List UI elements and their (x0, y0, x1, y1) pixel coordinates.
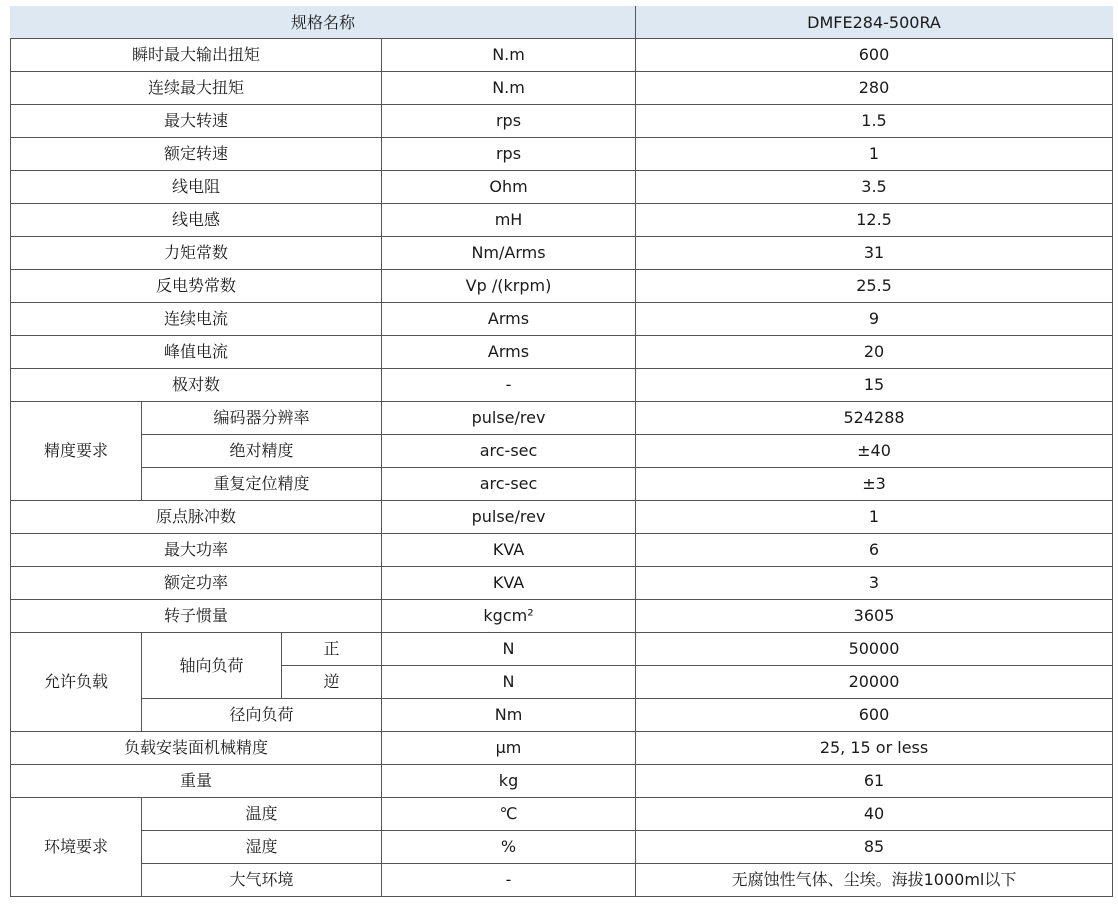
table-row (11, 138, 1113, 171)
table-row (11, 105, 1113, 138)
spec-unit: mH (382, 204, 636, 237)
spec-unit: Ohm (382, 171, 636, 204)
spec-value: 40 (636, 798, 1113, 831)
spec-unit: Vp /(krpm) (382, 270, 636, 303)
spec-value: 50000 (636, 633, 1113, 666)
spec-unit: arc-sec (382, 468, 636, 501)
spec-name: 绝对精度 (142, 435, 382, 468)
spec-name: 重复定位精度 (142, 468, 382, 501)
spec-name: 额定功率 (11, 567, 382, 600)
spec-unit: N.m (382, 39, 636, 72)
spec-unit: N (382, 633, 636, 666)
header-model: DMFE284-500RA (636, 7, 1113, 39)
spec-name: 连续电流 (11, 303, 382, 336)
table-row (11, 171, 1113, 204)
table-row (11, 237, 1113, 270)
spec-unit: % (382, 831, 636, 864)
spec-name: 线电感 (11, 204, 382, 237)
spec-name: 重量 (11, 765, 382, 798)
spec-value: 20 (636, 336, 1113, 369)
spec-name: 连续最大扭矩 (11, 72, 382, 105)
spec-name: 峰值电流 (11, 336, 382, 369)
table-row (11, 336, 1113, 369)
spec-value: 9 (636, 303, 1113, 336)
spec-value: 1 (636, 138, 1113, 171)
spec-name: 转子惯量 (11, 600, 382, 633)
load-group-label: 允许负载 (11, 633, 142, 732)
spec-unit: Arms (382, 336, 636, 369)
spec-value: 61 (636, 765, 1113, 798)
spec-unit: kgcm² (382, 600, 636, 633)
spec-unit: rps (382, 105, 636, 138)
spec-name: 极对数 (11, 369, 382, 402)
spec-value: 3605 (636, 600, 1113, 633)
spec-name: 负载安装面机械精度 (11, 732, 382, 765)
spec-value: 600 (636, 699, 1113, 732)
spec-unit: Nm (382, 699, 636, 732)
spec-value: 20000 (636, 666, 1113, 699)
table-row (11, 270, 1113, 303)
spec-name: 最大转速 (11, 105, 382, 138)
table-row (11, 600, 1113, 633)
spec-name: 温度 (142, 798, 382, 831)
spec-unit: - (382, 369, 636, 402)
table-row (11, 369, 1113, 402)
spec-value: 31 (636, 237, 1113, 270)
spec-unit: arc-sec (382, 435, 636, 468)
spec-name: 原点脉冲数 (11, 501, 382, 534)
spec-value: 6 (636, 534, 1113, 567)
table-row (11, 534, 1113, 567)
spec-unit: Arms (382, 303, 636, 336)
table-row (11, 765, 1113, 798)
spec-name: 线电阻 (11, 171, 382, 204)
table-row (11, 72, 1113, 105)
table-row (11, 501, 1113, 534)
spec-value: 12.5 (636, 204, 1113, 237)
spec-value: 3 (636, 567, 1113, 600)
spec-value: 1.5 (636, 105, 1113, 138)
spec-name: 反电势常数 (11, 270, 382, 303)
table-row (11, 831, 1113, 864)
spec-value: 524288 (636, 402, 1113, 435)
spec-value: 600 (636, 39, 1113, 72)
spec-name: 瞬时最大输出扭矩 (11, 39, 382, 72)
table-row (11, 732, 1113, 765)
table-row (11, 303, 1113, 336)
table-row (11, 468, 1113, 501)
spec-value: 280 (636, 72, 1113, 105)
spec-unit: ℃ (382, 798, 636, 831)
table-row (11, 699, 1113, 732)
header-name-label: 规格名称 (11, 7, 636, 39)
spec-unit: Nm/Arms (382, 237, 636, 270)
precision-group-label: 精度要求 (11, 402, 142, 501)
spec-table (10, 6, 1113, 897)
spec-name: 最大功率 (11, 534, 382, 567)
spec-unit: - (382, 864, 636, 897)
table-row (11, 864, 1113, 897)
spec-unit: kg (382, 765, 636, 798)
spec-unit: N.m (382, 72, 636, 105)
table-row (11, 798, 1113, 831)
table-row (11, 204, 1113, 237)
spec-unit: N (382, 666, 636, 699)
table-row (11, 435, 1113, 468)
axial-direction-negative: 逆 (282, 666, 382, 699)
table-row (11, 39, 1113, 72)
spec-value: 15 (636, 369, 1113, 402)
spec-unit: pulse/rev (382, 501, 636, 534)
spec-value: 无腐蚀性气体、尘埃。海拔1000ml以下 (636, 864, 1113, 897)
spec-unit: μm (382, 732, 636, 765)
spec-name: 额定转速 (11, 138, 382, 171)
table-row (11, 402, 1113, 435)
spec-unit: pulse/rev (382, 402, 636, 435)
spec-value: ±40 (636, 435, 1113, 468)
spec-name: 力矩常数 (11, 237, 382, 270)
table-row (11, 567, 1113, 600)
spec-name: 大气环境 (142, 864, 382, 897)
axial-load-label: 轴向负荷 (142, 633, 282, 699)
spec-value: 25, 15 or less (636, 732, 1113, 765)
spec-value: ±3 (636, 468, 1113, 501)
environment-group-label: 环境要求 (11, 798, 142, 897)
spec-unit: KVA (382, 567, 636, 600)
axial-direction-positive: 正 (282, 633, 382, 666)
spec-value: 1 (636, 501, 1113, 534)
header-row (11, 7, 1113, 39)
spec-value: 85 (636, 831, 1113, 864)
spec-name: 编码器分辨率 (142, 402, 382, 435)
spec-name: 径向负荷 (142, 699, 382, 732)
spec-unit: rps (382, 138, 636, 171)
spec-value: 25.5 (636, 270, 1113, 303)
table-row (11, 633, 1113, 666)
spec-value: 3.5 (636, 171, 1113, 204)
spec-name: 湿度 (142, 831, 382, 864)
spec-unit: KVA (382, 534, 636, 567)
